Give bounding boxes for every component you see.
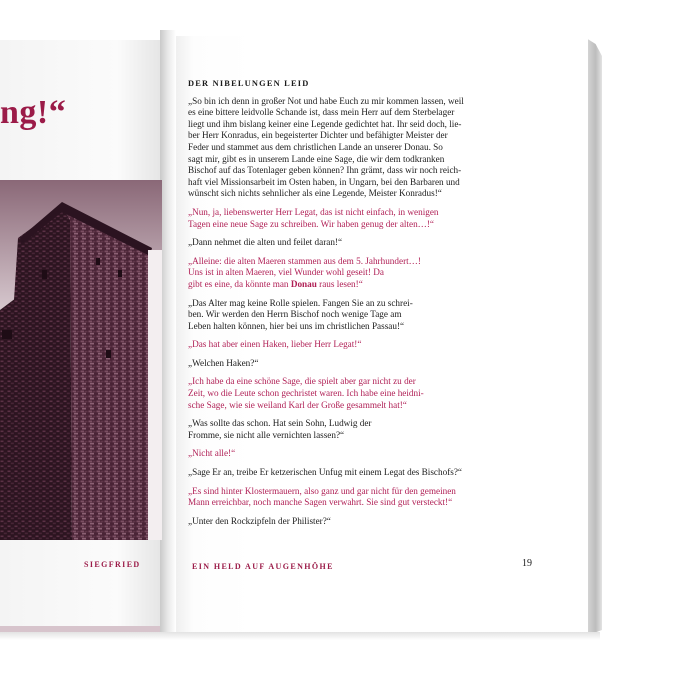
book-spine: [160, 30, 176, 640]
section-title: DER NIBELUNGEN LEID: [188, 79, 310, 88]
paragraph: „Unter den Rockzipfeln der Philister?“: [188, 515, 331, 526]
paragraph: „Sage Er an, treibe Er ketzerischen Unfug mit einem Legat des Bischofs?“: [188, 467, 462, 478]
bold-word: Donau: [290, 278, 317, 289]
text-column: [188, 78, 510, 534]
paragraph: „Welchen Haken?“: [188, 357, 259, 368]
paragraph-red: „Ich habe da eine schöne Sage, die spielt aber gar nicht zu der Zeit, wo die Leute schon gechristet waren. Ich habe eine heidni- sche Sage, wie sie weiland Karl der Große gesammelt hat!“: [188, 376, 424, 410]
paragraph-red: „Das hat aber einen Haken, lieber Herr Legat!“: [188, 339, 362, 350]
paragraph: „So bin ich denn in großer Not und habe Euch zu mir kommen lassen, weil es eine bittere leidvolle Schande ist, dass mein Herr auf dem Sterbelager liegt und ihm bislang keiner eine Legende gedichtet hat. Ihr seid doch, lie- ber Herr Konradus, ein begeisterter Dichter und befähigter Meister der Feder und stammet aus dem christlichen Lande an unserer Donau. So sagt mir, gibt es in unserem Lande eine Sage, die wir dem todkranken Bischof auf das Totenlager geben können? Ihn grämt, dass wir noch reich- haft viel Missionsarbeit im Osten haben, in Ungarn, bei den Barbaren und wünscht sich nichts sehnlicher als eine Legende, Meister Konradus!“: [188, 95, 464, 199]
paragraph: „Dann nehmet die alten und feilet daran!“: [188, 237, 343, 248]
paragraph: „Das Alter mag keine Rolle spielen. Fangen Sie an zu schrei- ben. Wir werden den Herrn Bischof noch wenige Tage am Leben halten können, hier bei uns im christlichen Passau!“: [188, 297, 413, 331]
tower-photo: [0, 180, 162, 540]
paragraph-red: „Alleine: die alten Maeren stammen aus dem 5. Jahrhundert…! Uns ist in alten Maeren, viel Wunder wohl geseit! Da gibt es eine, da könnte man Donau raus lesen!“: [188, 256, 510, 291]
left-running-footer: SIEGFRIED: [84, 560, 141, 569]
chapter-quote: ng!“: [0, 94, 67, 131]
right-page-edge: [586, 38, 602, 636]
line-with-bold: gibt es eine, da könnte man Donau raus lesen!“: [188, 278, 363, 289]
paragraph: „Was sollte das schon. Hat sein Sohn, Ludwig der Fromme, sie nicht alle vernichten lassen?“: [188, 418, 372, 440]
right-running-footer: EIN HELD AUF AUGENHÖHE: [192, 562, 334, 571]
paragraph-red: „Nicht alle!“: [188, 448, 236, 459]
paragraph-red: „Es sind hinter Klostermauern, also ganz und gar nicht für den gemeinen Mann erreichbar, noch manche Sagen verwahrt. Sie sind gut versteckt!“: [188, 485, 456, 508]
page-number: 19: [522, 558, 532, 569]
page-stack-bottom: [0, 632, 600, 640]
paragraph-red: „Nun, ja, liebenswerter Herr Legat, das ist nicht einfach, in wenigen Tagen eine neue Sage zu schreiben. Wir haben genug der alten…!“: [188, 206, 439, 229]
